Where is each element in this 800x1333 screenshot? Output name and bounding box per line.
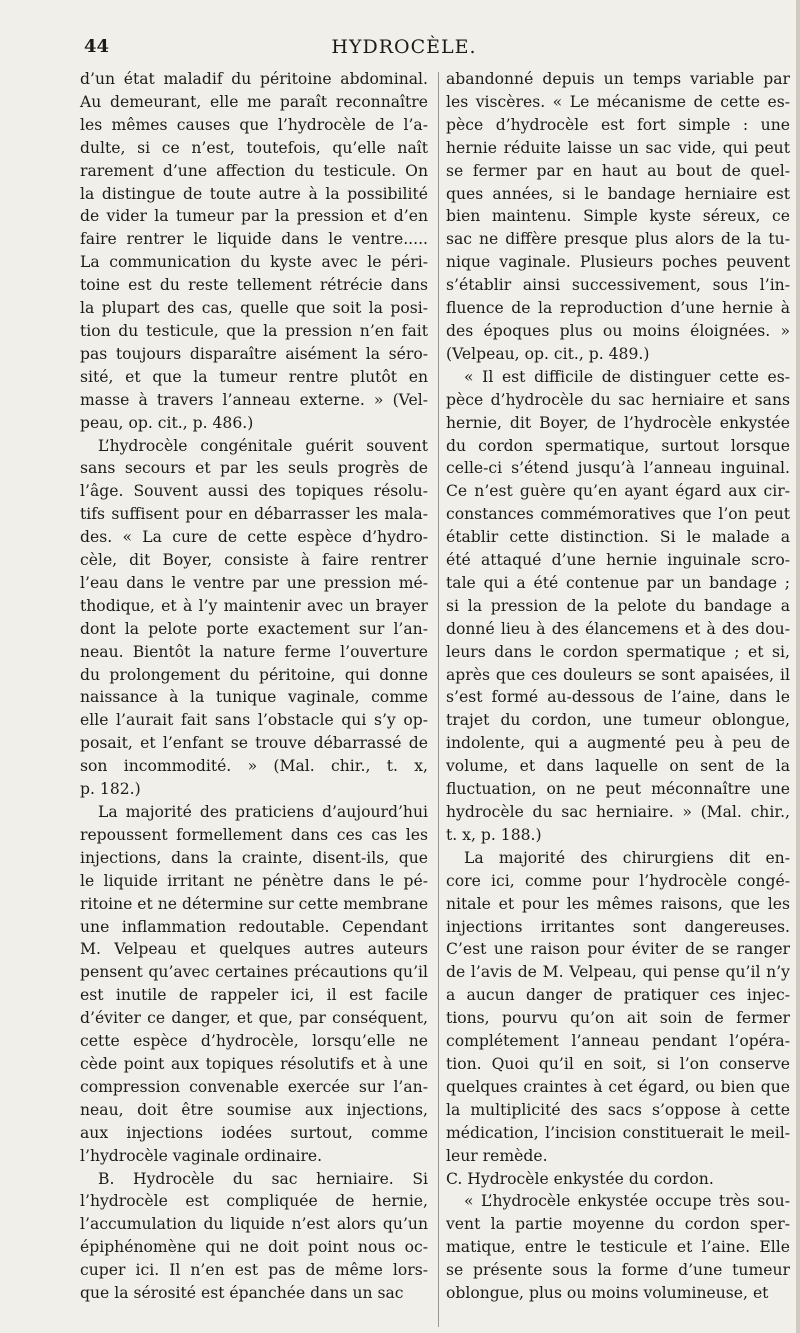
text-line: hernie, dit Boyer, de l’hydrocèle enkystée: [446, 413, 790, 432]
text-line: repoussent formellement dans ces cas les: [80, 825, 428, 844]
text-line: faire rentrer le liquide dans le ventre.....: [80, 230, 428, 249]
text-line: injections, dans la crainte, disent-ils, que: [80, 848, 428, 867]
text-line: toine est du reste tellement rétrécie dans: [80, 276, 428, 295]
text-line: (Velpeau, op. cit., p. 489.): [446, 344, 650, 363]
text-line: si la pression de la pelote du bandage a: [446, 596, 790, 615]
text-line: celle-ci s’étend jusqu’à l’anneau inguinal.: [446, 459, 790, 478]
text-line: bien maintenu. Simple kyste séreux, ce: [446, 207, 790, 226]
text-line: de l’avis de M. Velpeau, qui pense qu’il n’y: [446, 963, 790, 982]
text-line: après que ces douleurs se sont apaisées, il: [446, 665, 790, 684]
text-line: du cordon spermatique, surtout lorsque: [446, 436, 790, 455]
text-line: sac ne diffère presque plus alors de la tu-: [446, 230, 790, 249]
text-line: que la sérosité est épanchée dans un sac: [80, 1284, 404, 1303]
text-line: indolente, qui a augmenté peu à peu de: [446, 734, 790, 753]
text-line: core ici, comme pour l’hydrocèle congé-: [446, 871, 790, 890]
text-line: L’hydrocèle congénitale guérit souvent: [98, 436, 428, 455]
text-line: ques années, si le bandage herniaire est: [446, 184, 790, 203]
text-line: naissance à la tunique vaginale, comme: [80, 688, 428, 707]
text-line: « L’hydrocèle enkystée occupe très sou-: [464, 1192, 790, 1211]
text-line: médication, l’incision constituerait le meil-: [446, 1123, 790, 1142]
text-line: cette espèce d’hydrocèle, lorsqu’elle ne: [80, 1032, 428, 1051]
text-line: l’hydrocèle est compliquée de hernie,: [80, 1192, 428, 1211]
text-line: des époques plus ou moins éloignées. »: [446, 321, 790, 340]
text-line: Ce n’est guère qu’en ayant égard aux cir-: [446, 482, 790, 501]
page-edge: [796, 0, 800, 1333]
text-line: tions, pourvu qu’on ait soin de fermer: [446, 1009, 790, 1028]
text-line: dont la pelote porte exactement sur l’an-: [80, 619, 428, 638]
text-line: t. x, p. 188.): [446, 825, 542, 844]
text-line: établir cette distinction. Si le malade a: [446, 528, 790, 547]
text-line: constances commémoratives que l’on peut: [446, 505, 790, 524]
text-line: le liquide irritant ne pénètre dans le pé-: [80, 871, 428, 890]
text-line: La communication du kyste avec le péri-: [80, 253, 428, 272]
text-line: s’établir ainsi successivement, sous l’in-: [446, 276, 790, 295]
text-line: la multiplicité des sacs s’oppose à cette: [446, 1100, 790, 1119]
text-line: les mêmes causes que l’hydrocèle de l’a-: [80, 115, 428, 134]
text-line: « Il est difficile de distinguer cette es-: [464, 367, 790, 386]
text-line: masse à travers l’anneau externe. » (Vel-: [80, 390, 428, 409]
text-line: son incommodité. » (Mal. chir., t. x,: [80, 757, 428, 776]
text-line: tion. Quoi qu’il en soit, si l’on conserve: [446, 1054, 790, 1073]
text-line: fluence de la reproduction d’une hernie à: [446, 299, 790, 318]
text-line: cède point aux topiques résolutifs et à une: [80, 1054, 428, 1073]
text-line: dulte, si ce n’est, toutefois, qu’elle naît: [80, 138, 428, 157]
page-header: [84, 36, 724, 68]
text-line: thodique, et à l’y maintenir avec un brayer: [80, 596, 428, 615]
text-line: neau, doit être soumise aux injections,: [80, 1100, 428, 1119]
text-line: tale qui a été contenue par un bandage ;: [446, 573, 790, 592]
text-line: abandonné depuis un temps variable par: [446, 70, 790, 88]
text-line: la plupart des cas, quelle que soit la posi-: [80, 299, 428, 318]
text-line: leurs dans le cordon spermatique ; et si,: [446, 642, 790, 661]
text-line: pas toujours disparaître aisément la séro-: [80, 344, 428, 363]
running-title: HYDROCÈLE.: [331, 36, 477, 58]
text-line: vent la partie moyenne du cordon sper-: [446, 1215, 790, 1234]
text-line: de vider la tumeur par la pression et d’en: [80, 207, 428, 226]
text-line: sité, et que la tumeur rentre plutôt en: [80, 367, 428, 386]
text-line: pèce d’hydrocèle est fort simple : une: [446, 115, 790, 134]
text-line: elle l’aurait fait sans l’obstacle qui s’y op-: [80, 711, 428, 730]
text-line: l’eau dans le ventre par une pression mé-: [80, 573, 428, 592]
text-line: trajet du cordon, une tumeur oblongue,: [446, 711, 790, 730]
text-line: posait, et l’enfant se trouve débarrassé de: [80, 734, 428, 753]
text-line: cuper ici. Il n’en est pas de même lors-: [80, 1261, 428, 1280]
text-line: l’âge. Souvent aussi des topiques résolu-: [80, 482, 428, 501]
text-line: rarement d’une affection du testicule. On: [80, 161, 428, 180]
text-line: épiphénomène qui ne doit point nous oc-: [80, 1238, 428, 1257]
text-line: M. Velpeau et quelques autres auteurs: [80, 940, 428, 959]
text-line: nique vaginale. Plusieurs poches peuvent: [446, 253, 790, 272]
text-line: nitale et pour les mêmes raisons, que les: [446, 894, 790, 913]
text-line: se présente sous la forme d’une tumeur: [446, 1261, 790, 1280]
text-line: d’éviter ce danger, et que, par conséquent,: [80, 1009, 428, 1028]
text-line: La majorité des praticiens d’aujourd’hui: [98, 803, 428, 821]
text-line: sans secours et par les seuls progrès de: [80, 459, 428, 478]
text-line: cèle, dit Boyer, consiste à faire rentrer: [80, 551, 428, 570]
left-text-column: [80, 68, 428, 1305]
text-line: complétement l’anneau pendant l’opéra-: [446, 1032, 790, 1051]
text-line: les viscères. « Le mécanisme de cette es-: [446, 92, 790, 111]
text-line: compression convenable exercée sur l’an-: [80, 1077, 428, 1096]
right-column-text: [446, 68, 790, 1305]
text-line: La majorité des chirurgiens dit en-: [464, 848, 790, 867]
text-line: tifs suffisent pour en débarrasser les mala-: [80, 505, 428, 524]
text-line: du prolongement du péritoine, qui donne: [80, 665, 428, 684]
text-line: volume, et dans laquelle on sent de la: [446, 757, 790, 776]
text-line: donné lieu à des élancemens et à des dou-: [446, 619, 790, 638]
text-line: fluctuation, on ne peut méconnaître une: [446, 780, 790, 799]
text-line: est inutile de rappeler ici, il est facile: [80, 986, 428, 1005]
text-line: ritoine et ne détermine sur cette membrane: [80, 894, 429, 913]
text-line: l’hydrocèle vaginale ordinaire.: [80, 1146, 323, 1165]
text-line: p. 182.): [80, 780, 141, 799]
text-line: matique, entre le testicule et l’aine. Elle: [446, 1238, 790, 1257]
text-line: neau. Bientôt la nature ferme l’ouverture: [80, 642, 428, 661]
text-line: hydrocèle du sac herniaire. » (Mal. chir.,: [446, 803, 790, 821]
text-line: se fermer par en haut au bout de quel-: [446, 161, 790, 180]
text-line: la distingue de toute autre à la possibilité: [80, 184, 428, 203]
right-text-column: [446, 68, 790, 1305]
text-line: hernie réduite laisse un sac vide, qui peut: [446, 138, 790, 157]
left-column-text: [80, 68, 428, 1305]
text-line: s’est formé au-dessous de l’aine, dans le: [446, 688, 790, 707]
text-line: quelques craintes à cet égard, ou bien que: [446, 1077, 790, 1096]
text-line: a aucun danger de pratiquer ces injec-: [446, 986, 790, 1005]
text-line: C. Hydrocèle enkystée du cordon.: [446, 1169, 714, 1188]
text-line: C’est une raison pour éviter de se ranger: [446, 940, 790, 959]
page-number: 44: [84, 36, 110, 57]
column-divider: [438, 72, 439, 1327]
text-line: B. Hydrocèle du sac herniaire. Si: [98, 1169, 428, 1188]
text-line: Au demeurant, elle me paraît reconnaître: [80, 92, 428, 111]
text-line: d’un état maladif du péritoine abdominal.: [80, 70, 428, 88]
text-line: l’accumulation du liquide n’est alors qu’un: [80, 1215, 428, 1234]
text-line: oblongue, plus ou moins volumineuse, et: [446, 1284, 769, 1303]
text-line: une inflammation redoutable. Cependant: [80, 917, 428, 936]
text-line: des. « La cure de cette espèce d’hydro-: [80, 528, 428, 547]
text-line: été attaqué d’une hernie inguinale scro-: [446, 551, 790, 570]
text-line: injections irritantes sont dangereuses.: [446, 917, 790, 936]
text-line: leur remède.: [446, 1146, 548, 1165]
text-line: peau, op. cit., p. 486.): [80, 413, 254, 432]
text-line: pensent qu’avec certaines précautions qu’il: [80, 963, 428, 982]
text-line: pèce d’hydrocèle du sac herniaire et sans: [446, 390, 790, 409]
text-line: tion du testicule, que la pression n’en fait: [80, 321, 428, 340]
text-line: aux injections iodées surtout, comme: [80, 1123, 428, 1142]
